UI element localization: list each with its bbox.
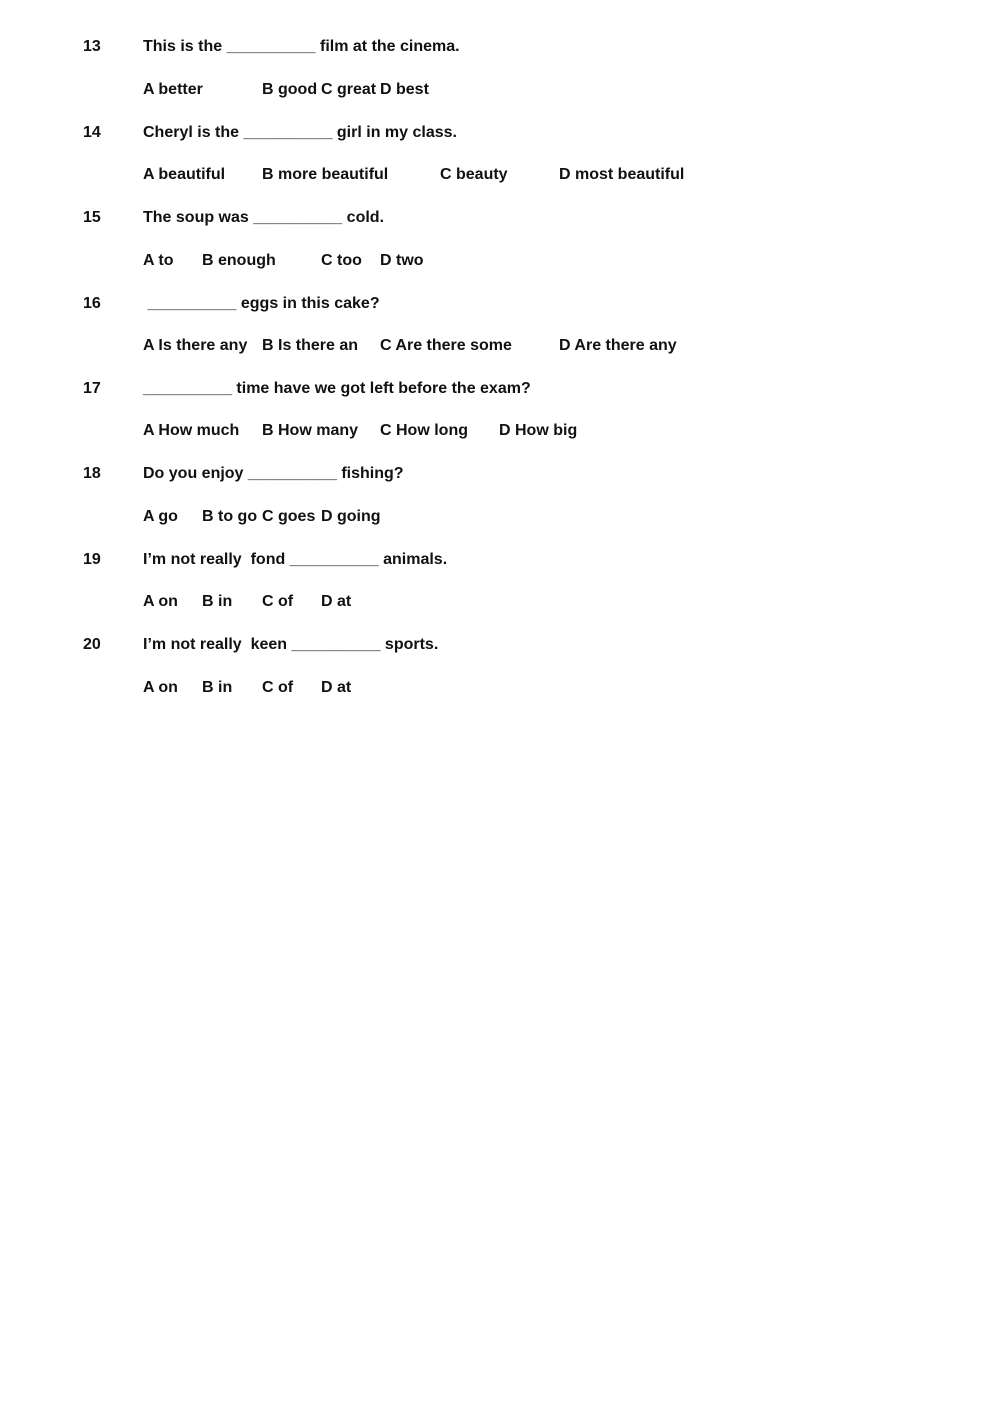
question-text: I’m not really keen __________ sports.: [143, 636, 439, 653]
options-16: [0, 334, 1000, 358]
question-number: 13: [83, 38, 101, 55]
option-b[interactable]: B How many: [262, 422, 359, 439]
question-14: [0, 121, 1000, 145]
option-b[interactable]: B Is there an: [262, 337, 359, 354]
question-number: 17: [83, 380, 101, 397]
option-d[interactable]: D two: [380, 252, 424, 269]
option-c[interactable]: C too: [321, 252, 362, 269]
option-d[interactable]: D How big: [499, 422, 578, 439]
question-text: __________ eggs in this cake?: [143, 295, 380, 312]
question-19: [0, 548, 1000, 572]
option-a[interactable]: A to: [143, 252, 174, 269]
question-text: The soup was __________ cold.: [143, 209, 385, 226]
option-d[interactable]: D at: [321, 593, 352, 610]
question-15: [0, 206, 1000, 230]
question-text: Cheryl is the __________ girl in my class.: [143, 124, 457, 141]
option-b[interactable]: B enough: [202, 252, 276, 269]
question-17: [0, 377, 1000, 401]
question-number: 15: [83, 209, 101, 226]
option-a[interactable]: A on: [143, 593, 178, 610]
question-18: [0, 462, 1000, 486]
options-18: [0, 505, 1000, 529]
option-a[interactable]: A Is there any: [143, 337, 248, 354]
option-d[interactable]: D most beautiful: [559, 166, 685, 183]
option-b[interactable]: B in: [202, 679, 233, 696]
option-c[interactable]: C of: [262, 679, 294, 696]
option-c[interactable]: C great: [321, 81, 377, 98]
question-number: 16: [83, 295, 101, 312]
option-a[interactable]: A beautiful: [143, 166, 226, 183]
option-c[interactable]: C of: [262, 593, 294, 610]
options-19: [0, 590, 1000, 614]
option-c[interactable]: C goes: [262, 508, 316, 525]
option-d[interactable]: D going: [321, 508, 381, 525]
option-d[interactable]: D at: [321, 679, 352, 696]
question-number: 20: [83, 636, 101, 653]
options-17: [0, 419, 1000, 443]
option-d[interactable]: D Are there any: [559, 337, 677, 354]
option-a[interactable]: A go: [143, 508, 178, 525]
question-text: Do you enjoy __________ fishing?: [143, 465, 404, 482]
option-b[interactable]: B to go: [202, 508, 258, 525]
options-14: [0, 163, 1000, 187]
question-number: 19: [83, 551, 101, 568]
options-15: [0, 249, 1000, 273]
question-number: 18: [83, 465, 101, 482]
option-b[interactable]: B in: [202, 593, 233, 610]
option-b[interactable]: B good: [262, 81, 318, 98]
question-20: [0, 633, 1000, 657]
question-16: [0, 292, 1000, 316]
option-c[interactable]: C Are there some: [380, 337, 512, 354]
options-20: [0, 676, 1000, 700]
question-13: [0, 35, 1000, 59]
question-text: This is the __________ film at the cinema.: [143, 38, 460, 55]
question-number: 14: [83, 124, 101, 141]
option-a[interactable]: A on: [143, 679, 178, 696]
option-c[interactable]: C How long: [380, 422, 468, 439]
option-c[interactable]: C beauty: [440, 166, 508, 183]
option-b[interactable]: B more beautiful: [262, 166, 389, 183]
question-text: I’m not really fond __________ animals.: [143, 551, 448, 568]
options-13: [0, 78, 1000, 102]
option-a[interactable]: A How much: [143, 422, 240, 439]
option-a[interactable]: A better: [143, 81, 203, 98]
question-text: __________ time have we got left before the exam?: [143, 380, 531, 397]
option-d[interactable]: D best: [380, 81, 429, 98]
